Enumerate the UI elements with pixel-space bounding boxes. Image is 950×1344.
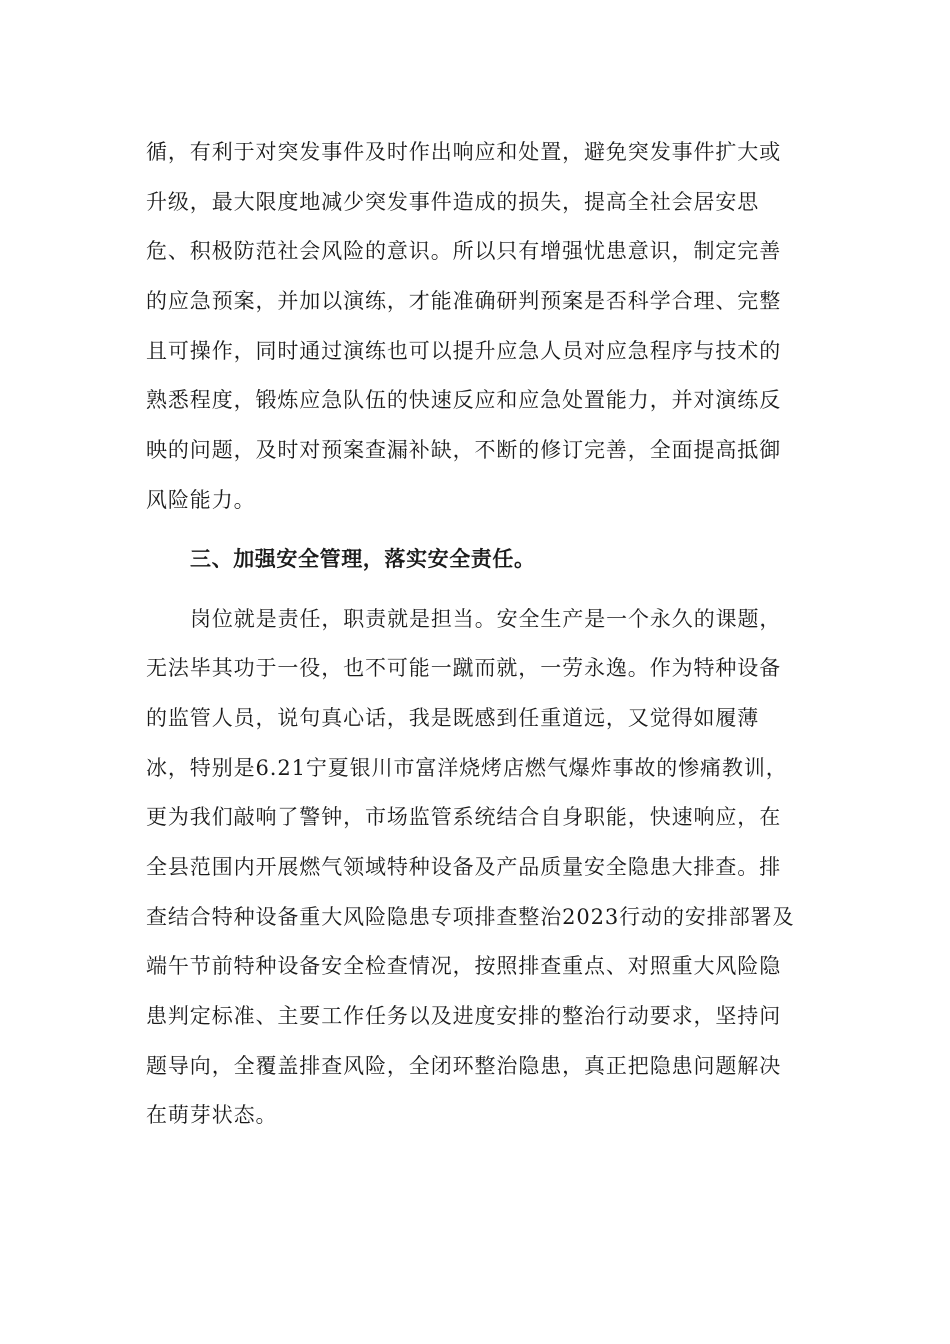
paragraph-2-line-5: 更为我们敲响了警钟，市场监管系统结合自身职能，快速响应，在: [146, 805, 782, 829]
paragraph-2-line-8: 端午节前特种设备安全检查情况，按照排查重点、对照重大风险隐: [146, 954, 782, 978]
paragraph-2-line-2: 无法毕其功于一役，也不可能一蹴而就，一劳永逸。作为特种设备: [146, 656, 782, 680]
paragraph-1-line-6: 熟悉程度，锻炼应急队伍的快速反应和应急处置能力，并对演练反: [146, 388, 782, 412]
paragraph-1-line-2: 升级，最大限度地减少突发事件造成的损失，提高全社会居安思: [146, 190, 760, 214]
paragraph-2-line-11: 在萌芽状态。: [146, 1103, 278, 1127]
section-heading: 三、加强安全管理，落实安全责任。: [190, 547, 536, 571]
paragraph-2-line-9: 患判定标准、主要工作任务以及进度安排的整治行动要求，坚持问: [146, 1004, 782, 1028]
paragraph-2-line-6: 全县范围内开展燃气领域特种设备及产品质量安全隐患大排查。排: [146, 855, 782, 879]
paragraph-1-line-7: 映的问题，及时对预案查漏补缺，不断的修订完善，全面提高抵御: [146, 438, 782, 462]
paragraph-1-line-3: 危、积极防范社会风险的意识。所以只有增强忧患意识，制定完善: [146, 239, 782, 263]
paragraph-1-line-4: 的应急预案，并加以演练，才能准确研判预案是否科学合理、完整: [146, 289, 782, 313]
paragraph-1-line-1: 循，有利于对突发事件及时作出响应和处置，避免突发事件扩大或: [146, 140, 782, 164]
paragraph-1-line-5: 且可操作，同时通过演练也可以提升应急人员对应急程序与技术的: [146, 339, 782, 363]
paragraph-2-line-4: 冰，特别是6.21宁夏银川市富洋烧烤店燃气爆炸事故的惨痛教训，: [146, 756, 788, 780]
paragraph-2-line-7: 查结合特种设备重大风险隐患专项排查整治2023行动的安排部署及: [146, 905, 795, 929]
paragraph-2-line-3: 的监管人员，说句真心话，我是既感到任重道远，又觉得如履薄: [146, 706, 760, 730]
paragraph-1-line-8: 风险能力。: [146, 488, 256, 512]
paragraph-2-line-1: 岗位就是责任，职责就是担当。安全生产是一个永久的课题，: [190, 607, 782, 631]
paragraph-2-line-10: 题导向，全覆盖排查风险，全闭环整治隐患，真正把隐患问题解决: [146, 1054, 782, 1078]
